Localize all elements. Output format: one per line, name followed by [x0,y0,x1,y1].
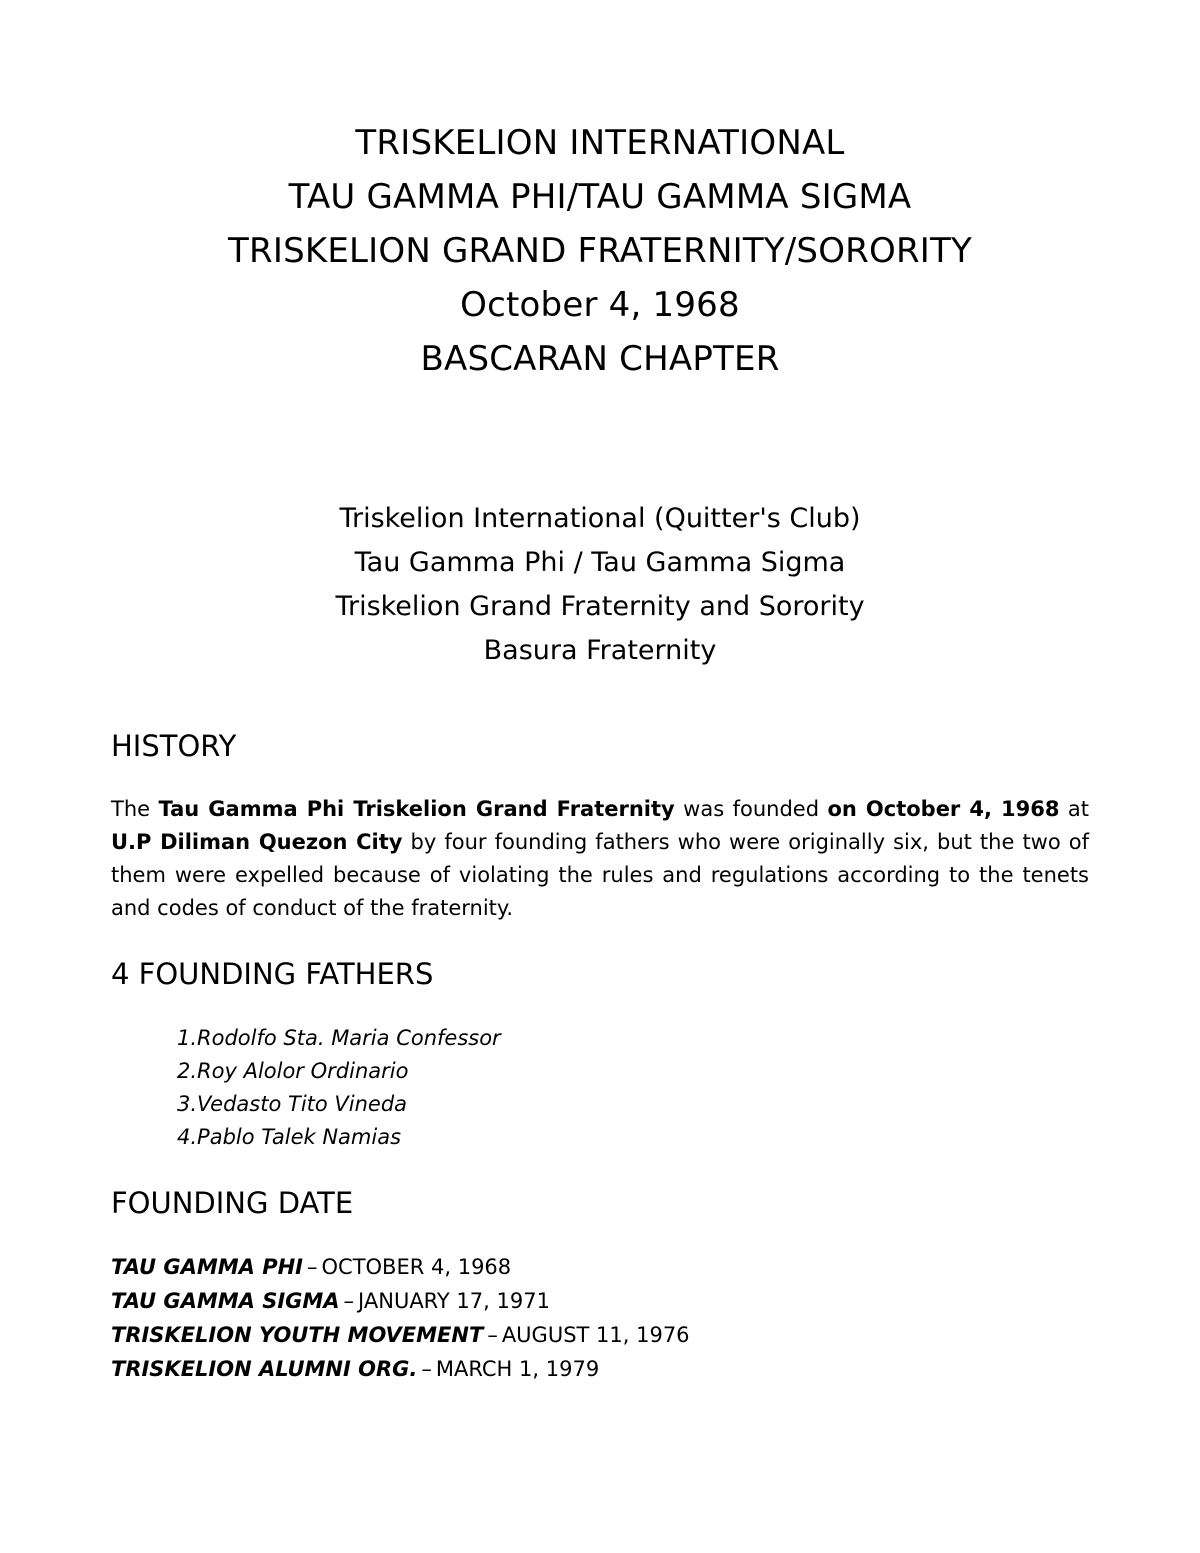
list-item: 3.Vedasto Tito Vineda [177,1092,408,1116]
list-item: 1.Rodolfo Sta. Maria Confessor [177,1026,501,1050]
title-line: TRISKELION GRAND FRATERNITY/SORORITY [228,231,972,271]
title-line: October 4, 1968 [460,285,740,325]
founding-date-heading: FOUNDING DATE [111,1186,354,1220]
title-line: TAU GAMMA PHI/TAU GAMMA SIGMA [288,177,912,217]
list-item: 2.Roy Alolor Ordinario [177,1059,409,1083]
founding-date: JANUARY 17, 1971 [358,1289,550,1313]
history-bold-text: on October 4, 1968 [827,797,1060,821]
subtitle-line: Triskelion Grand Fraternity and Sorority [335,591,865,622]
org-name: TRISKELION YOUTH MOVEMENT [111,1323,484,1347]
history-text: by four founding fathers who were originally six, but the two of them were expelled because of violating the rules and regulations according to the tenets and codes of conduct of the fraternity. [111,830,1089,920]
history-text: was founded [674,797,828,821]
subtitle-line: Triskelion International (Quitter's Club) [339,503,861,534]
separator: – [487,1323,498,1347]
founders-list [177,1022,501,1154]
title-line: TRISKELION INTERNATIONAL [355,123,845,163]
subtitle-line: Tau Gamma Phi / Tau Gamma Sigma [354,547,846,578]
separator: – [343,1289,355,1313]
list-item [111,1352,690,1386]
history-paragraph [111,793,1089,925]
history-bold-text: U.P Diliman Quezon City [111,830,403,854]
title-block [0,116,1200,386]
subtitle-block [0,497,1200,673]
subtitle-line: Basura Fraternity [483,635,717,666]
title-line: BASCARAN CHAPTER [420,339,780,379]
founding-date: MARCH 1, 1979 [435,1357,600,1381]
separator: – [307,1255,318,1279]
history-text: at [1059,797,1090,821]
founding-date: AUGUST 11, 1976 [501,1323,690,1347]
list-item: 4.Pablo Talek Namias [177,1125,402,1149]
org-name: TAU GAMMA PHI [111,1255,303,1279]
list-item [111,1250,690,1284]
founding-date-list [111,1250,690,1386]
org-name: TRISKELION ALUMNI ORG. [111,1357,418,1381]
history-text: The [111,797,159,821]
founders-heading: 4 FOUNDING FATHERS [111,957,434,991]
list-item [111,1284,690,1318]
founding-date: OCTOBER 4, 1968 [321,1255,512,1279]
separator: – [421,1357,432,1381]
org-name: TAU GAMMA SIGMA [111,1289,340,1313]
history-bold-text: Tau Gamma Phi Triskelion Grand Fraternity [158,797,675,821]
list-item [111,1318,690,1352]
history-heading: HISTORY [111,729,237,763]
